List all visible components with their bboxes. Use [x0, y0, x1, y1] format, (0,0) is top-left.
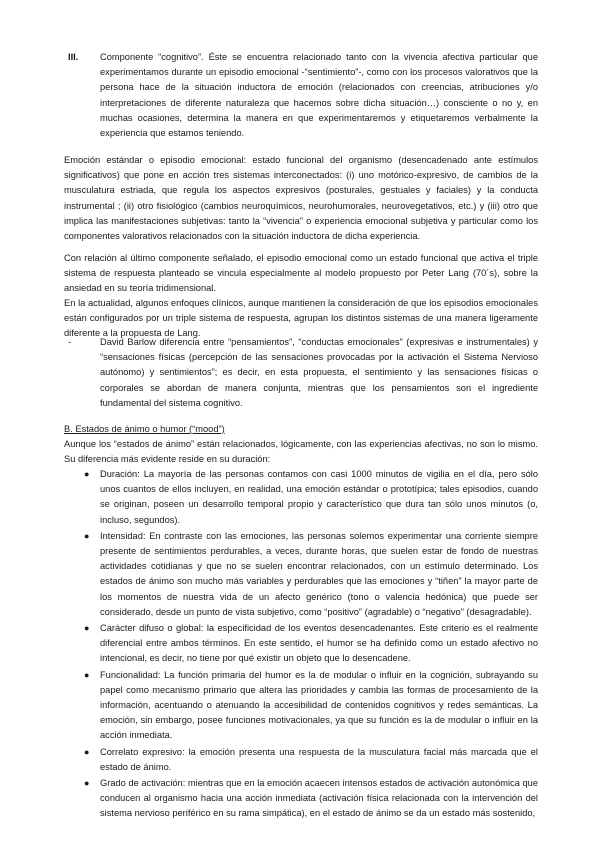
- list-item: [64, 621, 538, 667]
- dash-bullet-mark: -: [68, 337, 72, 347]
- bullet-icon: ●: [84, 530, 90, 541]
- paragraph-peter-lang: Con relación al último componente señalado, el episodio emocional como un estado funcional que activa el triple sistema de respuesta planteado se vincula especialmente al modelo propuesto por Peter Lang (70´s), sobre la ansiedad en su teoría tridimensional.: [64, 253, 538, 294]
- section-number: III.: [68, 52, 79, 62]
- list-item-text: Carácter difuso o global: la especificidad de los eventos desencadenantes. Este criterio es el realmente diferencial entre ambos términos. En este sentido, el humor se ha definido como un estado afectivo no intencional, es decir, no tiene por qué existir un objeto que lo desencadene.: [100, 623, 538, 664]
- bullet-list: [64, 467, 538, 823]
- list-item: [64, 776, 538, 822]
- list-item-text: Intensidad: En contraste con las emociones, las personas solemos experimentar una corriente siempre presente de sentimientos perdurables, a veces, durante horas, que suelen estar de fondo de nuestras actividades cotidianas y que no se suelen encontrar relacionados, con un estímulo determinado. Los estados de ánimo son mucho más variables y perdurables que las emociones y “tiñen” la mayor parte de los momentos de nuestra vida de un afecto genérico (tono o valencia hedónica) que puede ser considerado, desde un punto de vista subjetivo, como “positivo” (agradable) o “negativo” (desagradable).: [100, 530, 538, 617]
- list-item-text: Correlato expresivo: la emoción presenta una respuesta de la musculatura facial más marcada que el estado de ánimo.: [100, 746, 538, 772]
- bullet-icon: ●: [84, 623, 90, 634]
- list-item: [64, 668, 538, 744]
- list-item-text: Funcionalidad: La función primaria del humor es la de modular o influir en la cognición, subrayando su papel como mecanismo primario que altera las prioridades y cambia las formas de procesamiento de la información, acentuando o atenuando la accesibilidad de contenidos cognitivos y redes semánticas. La emoción, sin embargo, posee funciones motivacionales, ya que su función es la de modular o influir en la acción inmediata.: [100, 669, 538, 741]
- paragraph-intro-estados: Aunque los “estados de ánimo” están relacionados, lógicamente, con las experiencias afectivas, no son lo mismo. Su diferencia más evidente reside en su duración:: [64, 439, 538, 465]
- list-item-text: Grado de activación: mientras que en la emoción acaecen intensos estados de activación autonómica que conducen al organismo hacia una acción inmediata (activación física relacionada con la intervención del sistema nervioso periférico en su rama simpática), en el estado de ánimo se da un estado más sostenido,: [100, 778, 538, 819]
- dash-list-item-barlow: David Barlow diferencia entre “pensamientos”, “conductas emocionales” (expresivas e instrumentales) y “sensaciones físicas (percepción de las sensaciones provocadas por la activación el Sistema Nervioso autónomo) y sentimientos”; es decir, en esta propuesta, el sentimiento y las sensaciones físicas o corporales se abordan de manera conjunta, mientras que los pensamientos son el ingrediente fundamental del sistema cognitivo.: [100, 337, 538, 408]
- list-item-text: Duración: La mayoría de las personas contamos con casi 1000 minutos de vigilia en el día, pero sólo unos cuantos de ellos incluyen, en realidad, una emoción estándar o prototípica; tales episodios, cuando se originan, poseen un desarrollo temporal propio y característico que dura tan sólo unos minutos (o, incluso, segundos).: [100, 469, 538, 525]
- bullet-icon: ●: [84, 469, 90, 479]
- list-item: [64, 745, 538, 775]
- bullet-icon: ●: [84, 746, 90, 757]
- list-item: [64, 529, 538, 620]
- list-item: [64, 467, 538, 528]
- bullet-icon: ●: [84, 778, 90, 789]
- section-3-paragraph: Componente “cognitivo”. Éste se encuentra relacionado tanto con la vivencia afectiva particular que experimentamos durante un episodio emocional -“sentimiento”-, como con los procesos valorativos que la persona hace de la situación inductora de emoción (relacionados con creencias, atribuciones y/o interpretaciones de diferente naturaleza que hacemos sobre dicha situación…) consciente o no y, en muchas ocasiones, determina la manera en que experimentaremos y etiquetaremos verbalmente la experiencia que estamos teniendo.: [100, 52, 538, 139]
- paragraph-emocion-estandar: Emoción estándar o episodio emocional: estado funcional del organismo (desencadenado ante estímulos significativos) que pone en acción tres sistemas interconectados: (i) uno motórico-expresivo, de cambios de la musculatura estriada, que regula los aspectos expresivos (posturales, gestuales y faciales) y la conducta instrumental ; (ii) otro fisiológico (cambios neuroquímicos, neurohumorales, neurovegetativos, etc.) y (iii) otro que implica las manifestaciones subjetivas: tanto la “vivencia” o experiencia emocional subjetiva y particular como los componentes valorativos relacionados con la situación inductora de dicha experiencia.: [64, 155, 538, 242]
- section-heading-estados-de-animo: B. Estados de ánimo o humor (“mood”): [64, 424, 225, 434]
- bullet-icon: ●: [84, 669, 90, 680]
- paragraph-enfoques-clinicos: En la actualidad, algunos enfoques clínicos, aunque mantienen la consideración de que los episodios emocionales están configurados por un triple sistema de respuesta, agrupan los distintos sistemas de una manera ligeramente diferente a la propuesta de Lang.: [64, 298, 538, 339]
